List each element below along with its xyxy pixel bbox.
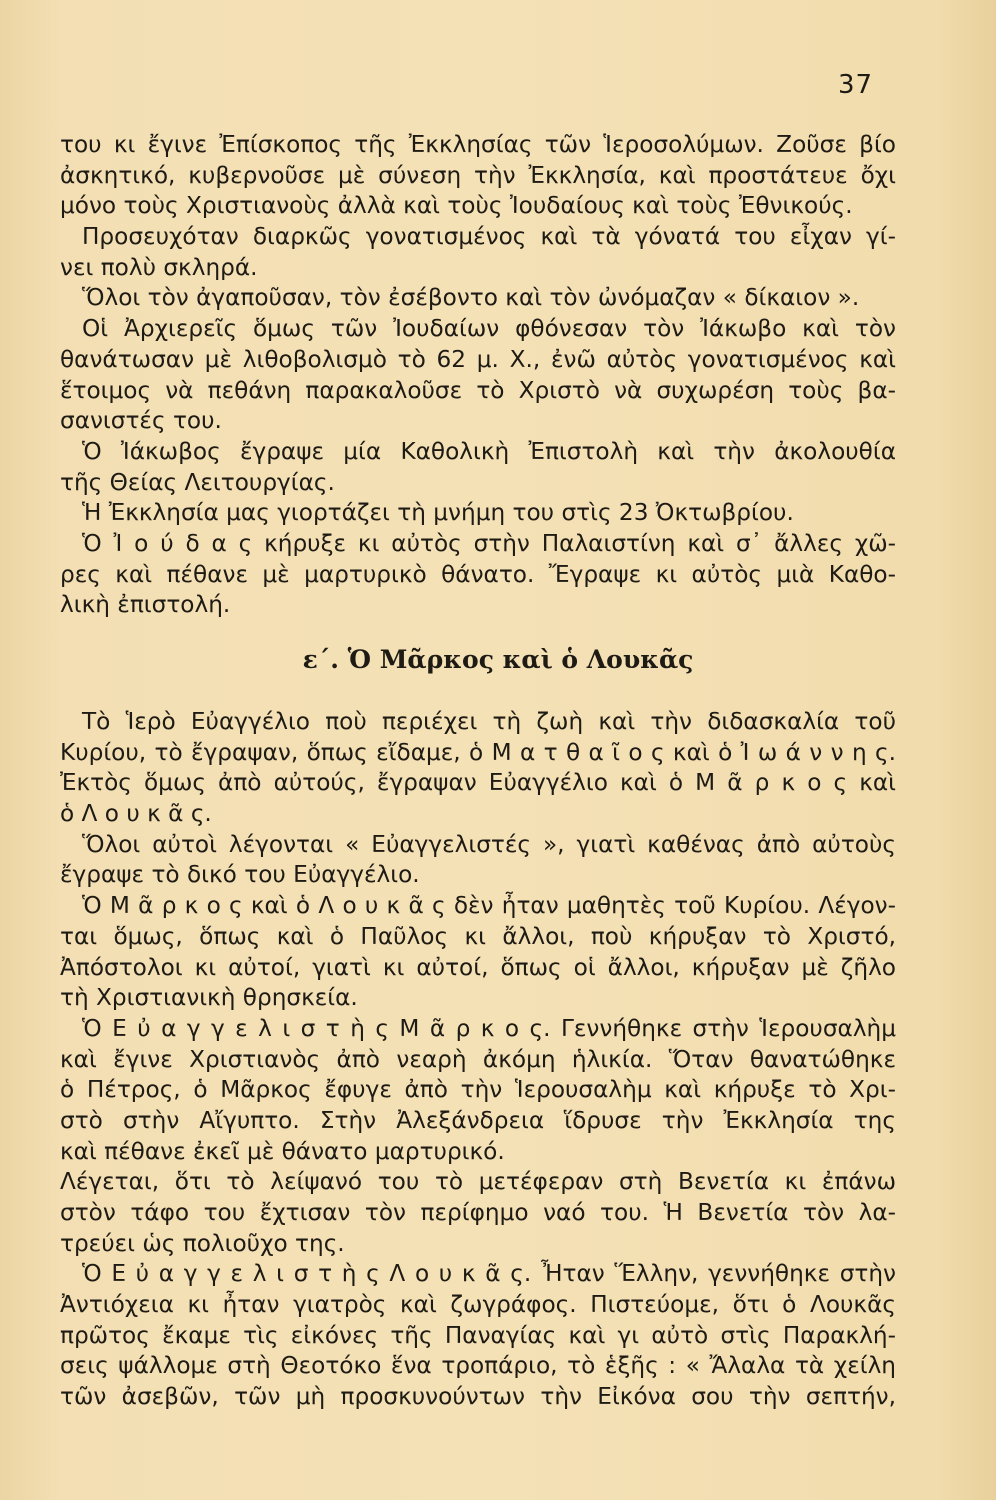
text-line: καὶ πέθανε ἐκεῖ μὲ θάνατο μαρτυρικό.	[60, 1137, 505, 1165]
page-number: 37	[838, 70, 874, 100]
text-line: ἕτοιμος νὰ πεθάνη παρακαλοῦσε τὸ Χριστὸ νὰ συχωρέση τοὺς βα-	[60, 376, 896, 404]
text-line: Ὅλοι αὐτοὶ λέγονται « Εὐαγγελιστές », γιατὶ καθένας ἀπὸ αὐτοὺς	[82, 830, 896, 858]
text-line: τὴ Χριστιανικὴ θρησκεία.	[60, 984, 358, 1012]
text-line: στὸ στὴν Αἴγυπτο. Στὴν Ἀλεξάνδρεια ἵδρυσε τὴν Ἐκκλησία της	[60, 1106, 896, 1134]
text-line: Ὅλοι τὸν ἀγαποῦσαν, τὸν ἐσέβοντο καὶ τὸν ὠνόμαζαν « δίκαιον ».	[82, 284, 860, 312]
text-line: Ἀντιόχεια κι ἦταν γιατρὸς καὶ ζωγράφος. Πιστεύομε, ὅτι ὁ Λουκᾶς	[60, 1291, 896, 1319]
text-line: λικὴ ἐπιστολή.	[60, 591, 231, 619]
section-heading: ε΄. Ὁ Μᾶρκος καὶ ὁ Λουκᾶς	[302, 645, 694, 674]
text-line: Κυρίου, τὸ ἔγραψαν, ὅπως εἴδαμε, ὁ Μ α τ θ α ῖ ο ς καὶ ὁ Ἰ ω ά ν ν η ς.	[60, 738, 896, 766]
text-line: ὁ Πέτρος, ὁ Μᾶρκος ἔφυγε ἀπὸ τὴν Ἱερουσαλὴμ καὶ κήρυξε τὸ Χρι-	[60, 1076, 896, 1104]
text-block-bottom	[60, 707, 896, 1413]
text-line: ἔγραψε τὸ δικό του Εὐαγγέλιο.	[60, 861, 420, 889]
text-line: τῆς Θείας Λειτουργίας.	[60, 468, 335, 496]
text-line: σεις ψάλλομε στὴ Θεοτόκο ἕνα τροπάριο, τὸ ἑξῆς : « Ἄλαλα τὰ χείλη	[60, 1352, 896, 1380]
text-line: Ἐκτὸς ὅμως ἀπὸ αὐτούς, ἔγραψαν Εὐαγγέλιο καὶ ὁ Μ ᾶ ρ κ ο ς καὶ	[60, 769, 896, 797]
text-line: Ὁ Ε ὐ α γ γ ε λ ι σ τ ὴ ς Λ ο υ κ ᾶ ς. Ἦταν Ἕλλην, γεννήθηκε στὴν	[82, 1260, 896, 1288]
text-line: ὁ Λ ο υ κ ᾶ ς.	[60, 800, 212, 828]
text-line: σανιστές του.	[60, 407, 222, 435]
text-line: Προσευχόταν διαρκῶς γονατισμένος καὶ τὰ γόνατά του εἶχαν γί-	[82, 223, 896, 251]
text-line: Οἱ Ἀρχιερεῖς ὅμως τῶν Ἰουδαίων φθόνεσαν τὸν Ἰάκωβο καὶ τὸν	[82, 315, 896, 343]
text-line: Τὸ Ἱερὸ Εὐαγγέλιο ποὺ περιέχει τὴ ζωὴ καὶ τὴν διδασκαλία τοῦ	[82, 708, 896, 735]
text-line: του κι ἔγινε Ἐπίσκοπος τῆς Ἐκκλησίας τῶν Ἱεροσολύμων. Ζοῦσε βίο	[60, 131, 896, 158]
text-block-top	[60, 130, 896, 621]
text-line: Ἡ Ἐκκλησία μας γιορτάζει τὴ μνήμη του στὶς 23 Ὀκτωβρίου.	[82, 499, 794, 527]
text-line: Λέγεται, ὅτι τὸ λείψανό του τὸ μετέφεραν στὴ Βενετία κι ἐπάνω	[60, 1168, 896, 1196]
text-line: ἀσκητικό, κυβερνοῦσε μὲ σύνεση τὴν Ἐκκλησία, καὶ προστάτευε ὄχι	[60, 161, 896, 189]
text-line: Ὁ Ε ὐ α γ γ ε λ ι σ τ ὴ ς Μ ᾶ ρ κ ο ς. Γεννήθηκε στὴν Ἱερουσαλὴμ	[82, 1014, 896, 1042]
text-line: ται ὅμως, ὅπως καὶ ὁ Παῦλος κι ἄλλοι, ποὺ κήρυξαν τὸ Χριστό,	[60, 922, 896, 950]
text-line: τρεύει ὡς πολιοῦχο της.	[60, 1229, 345, 1257]
text-line: Ὁ Ἰάκωβος ἔγραψε μία Καθολικὴ Ἐπιστολὴ καὶ τὴν ἀκολουθία	[82, 437, 896, 465]
text-line: θανάτωσαν μὲ λιθοβολισμὸ τὸ 62 μ. Χ., ἐνῶ αὐτὸς γονατισμένος καὶ	[60, 345, 896, 373]
text-line: Ἀπόστολοι κι αὐτοί, γιατὶ κι αὐτοί, ὅπως οἱ ἄλλοι, κήρυξαν μὲ ζῆλο	[60, 953, 896, 981]
text-line: ρες καὶ πέθανε μὲ μαρτυρικὸ θάνατο. Ἔγραψε κι αὐτὸς μιὰ Καθο-	[60, 560, 896, 588]
text-line: στὸν τάφο του ἔχτισαν τὸν περίφημο ναό του. Ἡ Βενετία τὸν λα-	[60, 1199, 896, 1226]
text-line: Ὁ Μ ᾶ ρ κ ο ς καὶ ὁ Λ ο υ κ ᾶ ς δὲν ἦταν μαθητὲς τοῦ Κυρίου. Λέγον-	[82, 892, 896, 920]
text-line: πρῶτος ἔκαμε τὶς εἰκόνες τῆς Παναγίας καὶ γι αὐτὸ στὶς Παρακλή-	[60, 1321, 896, 1349]
text-line: μόνο τοὺς Χριστιανοὺς ἀλλὰ καὶ τοὺς Ἰουδαίους καὶ τοὺς Ἐθνικούς.	[60, 192, 853, 220]
text-line: τῶν ἀσεβῶν, τῶν μὴ προσκυνούντων τὴν Εἰκόνα σου τὴν σεπτήν,	[60, 1383, 896, 1411]
text-line: Ὁ Ἰ ο ύ δ α ς κήρυξε κι αὐτὸς στὴν Παλαιστίνη καὶ σ᾽ ἄλλες χῶ-	[82, 529, 896, 557]
text-line: νει πολὺ σκληρά.	[60, 253, 258, 281]
text-line: καὶ ἔγινε Χριστιανὸς ἀπὸ νεαρὴ ἀκόμη ἡλικία. Ὅταν θανατώθηκε	[60, 1045, 896, 1073]
